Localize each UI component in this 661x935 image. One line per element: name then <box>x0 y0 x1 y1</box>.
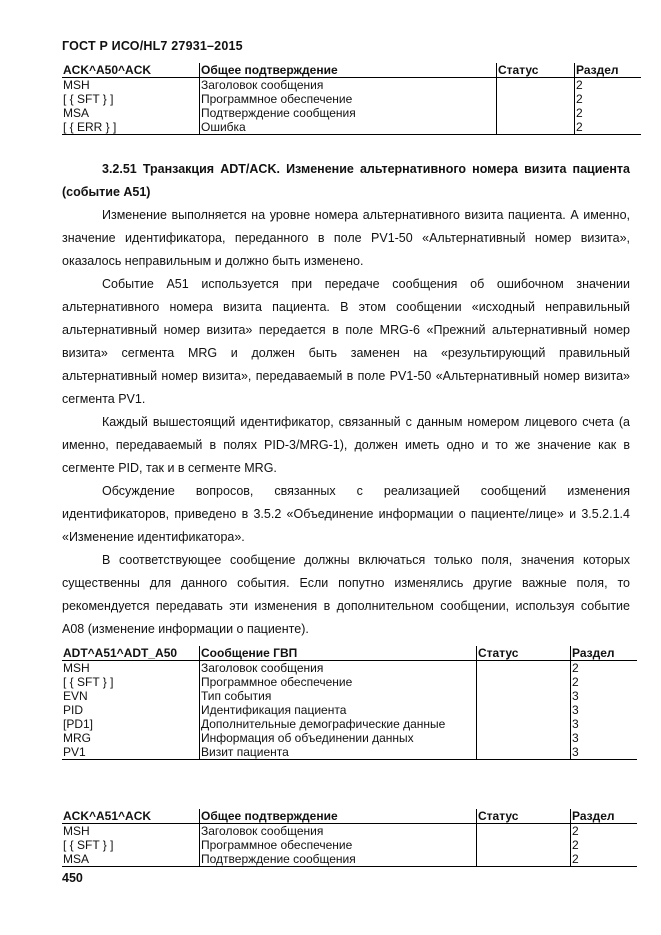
description-cell: Программное обеспечение <box>200 675 477 689</box>
segment-cell: [PD1] <box>62 717 200 731</box>
column-header: Раздел <box>571 646 638 661</box>
section-cell: 3 <box>572 731 579 745</box>
status-cell <box>477 703 571 717</box>
table-header-row <box>62 809 637 824</box>
status-cell <box>497 92 575 106</box>
segment-cell: [ { SFT } ] <box>62 675 200 689</box>
section-cell: 2 <box>576 78 583 92</box>
segment-cell: [ { SFT } ] <box>62 92 200 106</box>
segment-cell: PID <box>62 703 200 717</box>
description-cell: Заголовок сообщения <box>200 78 497 93</box>
status-cell <box>497 106 575 120</box>
column-header: ADT^A51^ADT_A50 <box>62 646 200 661</box>
description-cell: Подтверждение сообщения <box>200 852 477 867</box>
segment-cell: MSH <box>62 661 200 676</box>
status-cell <box>477 717 571 731</box>
table-row <box>62 106 641 120</box>
column-header: Общее подтверждение <box>200 63 497 78</box>
section-cell: 2 <box>576 92 583 106</box>
paragraph: Изменение выполняется на уровне номера альтернативного визита пациента. А именно, значение идентификатора, переданного в поле PV1-50 «Альтернативный номер визита», оказалось неправильным и должно быть изменено. <box>62 208 630 268</box>
section-cell: 3 <box>572 703 579 717</box>
table-row <box>62 717 637 731</box>
table-row <box>62 731 637 745</box>
description-cell: Информация об объединении данных <box>200 731 477 745</box>
table-row <box>62 703 637 717</box>
column-header: Статус <box>477 646 571 661</box>
section-cell: 2 <box>572 675 579 689</box>
segment-cell: MRG <box>62 731 200 745</box>
section-cell: 2 <box>572 661 579 675</box>
description-cell: Визит пациента <box>200 745 477 760</box>
section-cell: 2 <box>576 106 583 120</box>
segment-cell: MSA <box>62 106 200 120</box>
segment-cell: [ { SFT } ] <box>62 838 200 852</box>
ack-a51-table <box>62 809 637 867</box>
ack-a50-table <box>62 63 641 135</box>
status-cell <box>477 731 571 745</box>
column-header: Раздел <box>571 809 638 824</box>
table-row <box>62 838 637 852</box>
paragraph: Каждый вышестоящий идентификатор, связанный с данным номером лицевого счета (а именно, передаваемый в полях PID-3/MRG-1), должен иметь одно и то же значение как в сегменте PID, так и в сегменте MRG. <box>62 415 630 475</box>
table-row <box>62 661 637 676</box>
description-cell: Дополнительные демографические данные <box>200 717 477 731</box>
description-cell: Программное обеспечение <box>200 838 477 852</box>
status-cell <box>477 838 571 852</box>
paragraph: Событие A51 используется при передаче сообщения об ошибочном значении альтернативного номера визита пациента. В этом сообщении «исходный неправильный альтернативный номер визита» передается в поле MRG-6 «Прежний альтернативный номер визита» сегмента MRG и должен быть заменен на «результирующий правильный альтернативный номер визита», передаваемый в поле PV1-50 «Альтернативный номер визита» сегмента PV1. <box>62 277 630 406</box>
table-row <box>62 852 637 867</box>
table-row <box>62 78 641 93</box>
column-header: Общее подтверждение <box>200 809 477 824</box>
section-cell: 2 <box>575 120 642 135</box>
section-cell: 2 <box>572 838 579 852</box>
table-row <box>62 745 637 760</box>
description-cell: Идентификация пациента <box>200 703 477 717</box>
column-header: Статус <box>477 809 571 824</box>
paragraph: Обсуждение вопросов, связанных с реализацией сообщений изменения идентификаторов, приведено в 3.5.2 «Объединение информации о пациенте/лице» и 3.5.2.1.4 «Изменение идентификатора». <box>62 484 630 544</box>
description-cell: Программное обеспечение <box>200 92 497 106</box>
column-header: Сообщение ГВП <box>200 646 477 661</box>
adt-a51-table <box>62 646 637 760</box>
description-cell: Заголовок сообщения <box>200 661 477 676</box>
section-cell: 2 <box>571 852 638 867</box>
page-number: 450 <box>62 871 83 885</box>
segment-cell: EVN <box>62 689 200 703</box>
table-row <box>62 92 641 106</box>
description-cell: Ошибка <box>200 120 497 135</box>
segment-cell: MSH <box>62 78 200 93</box>
column-header: Раздел <box>575 63 642 78</box>
section-heading: 3.2.51 Транзакция ADT/ACK. Изменение альтернативного номера визита пациента (событие A51) <box>62 162 630 199</box>
column-header: Статус <box>497 63 575 78</box>
segment-cell: MSA <box>62 852 200 867</box>
column-header: ACK^A51^ACK <box>62 809 200 824</box>
status-cell <box>497 78 575 93</box>
segment-cell: [ { ERR } ] <box>62 120 200 135</box>
status-cell <box>477 689 571 703</box>
section-body <box>62 158 630 641</box>
description-cell: Заголовок сообщения <box>200 824 477 839</box>
table-row <box>62 120 641 135</box>
column-header: ACK^A50^ACK <box>62 63 200 78</box>
status-cell <box>477 745 571 760</box>
status-cell <box>477 675 571 689</box>
status-cell <box>477 661 571 676</box>
section-cell: 3 <box>572 689 579 703</box>
table-row <box>62 675 637 689</box>
status-cell <box>477 824 571 839</box>
segment-cell: MSH <box>62 824 200 839</box>
document-header: ГОСТ Р ИСО/HL7 27931–2015 <box>62 39 243 53</box>
paragraph: В соответствующее сообщение должны включаться только поля, значения которых существенны для данного события. Если попутно изменялись другие важные поля, то рекомендуется передавать эти изменения в дополнительном сообщении, используя событие A08 (изменение информации о пациенте). <box>62 553 630 636</box>
description-cell: Подтверждение сообщения <box>200 106 497 120</box>
status-cell <box>497 120 575 135</box>
description-cell: Тип события <box>200 689 477 703</box>
table-row <box>62 689 637 703</box>
section-cell: 3 <box>571 745 638 760</box>
segment-cell: PV1 <box>62 745 200 760</box>
table-header-row <box>62 63 641 78</box>
status-cell <box>477 852 571 867</box>
table-header-row <box>62 646 637 661</box>
table-row <box>62 824 637 839</box>
section-cell: 2 <box>572 824 579 838</box>
section-cell: 3 <box>572 717 579 731</box>
